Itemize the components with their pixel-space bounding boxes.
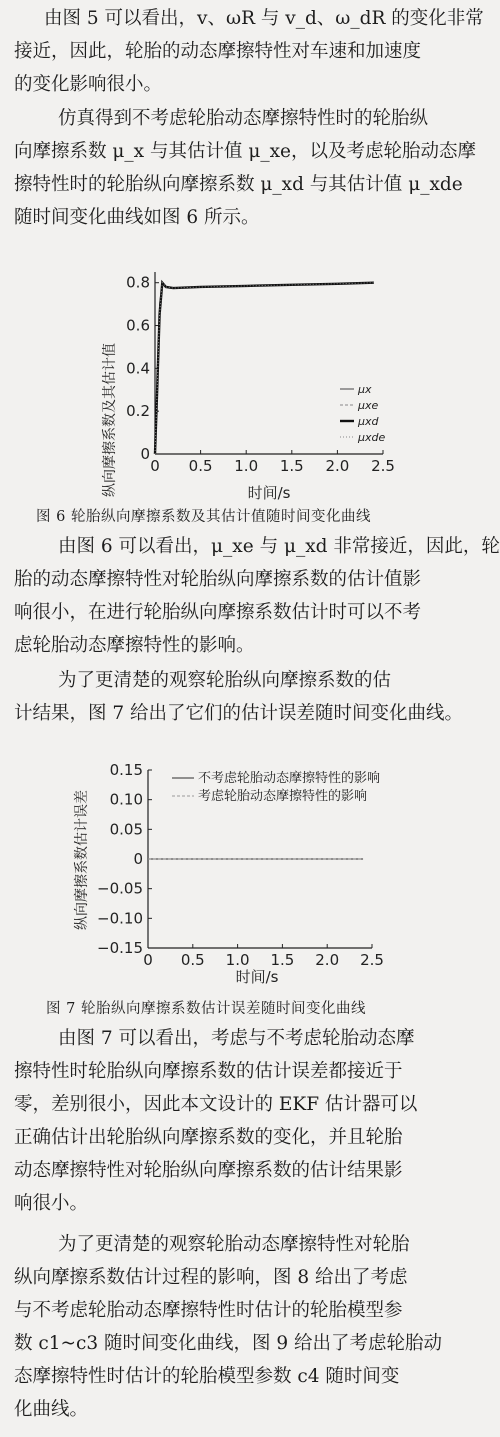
text-line: 由图 6 可以看出，μ_xe 与 μ_xd 非常接近，因此，轮	[58, 536, 500, 557]
text-line: 向摩擦系数 μ_x 与其估计值 μ_xe，以及考虑轮胎动态摩	[14, 141, 477, 162]
y-tick-label: 0.6	[126, 316, 150, 335]
text-line: 随时间变化曲线如图 6 所示。	[14, 207, 260, 228]
y-tick-label: −0.15	[97, 939, 143, 957]
x-tick-label: 0	[143, 951, 153, 969]
x-tick-label: 0.5	[188, 457, 213, 475]
x-axis-label: 时间/s	[247, 484, 291, 502]
y-axis-label	[101, 343, 118, 497]
figure-7-caption: 图 7 轮胎纵向摩擦系数估计误差随时间变化曲线	[46, 1001, 366, 1017]
y-tick-label: 0	[133, 850, 143, 868]
x-tick-label: 2.5	[371, 457, 395, 475]
plot-area	[126, 272, 395, 475]
y-tick-label: 0.8	[126, 273, 150, 292]
series-line	[155, 283, 374, 454]
text-line: 为了更清楚的观察轮胎纵向摩擦系数的估	[58, 670, 392, 691]
y-tick-label: 0.4	[126, 359, 150, 378]
figure-6-chart	[80, 258, 420, 504]
text-line: 擦特性时的轮胎纵向摩擦系数 μ_xd 与其估计值 μ_xde	[14, 174, 463, 195]
x-tick-label: 2.5	[360, 951, 384, 969]
legend-label: μx	[358, 383, 372, 396]
x-tick-label: 1.0	[225, 951, 250, 969]
legend-label: μxde	[358, 431, 386, 444]
paragraph-4	[14, 664, 494, 730]
text-line: 虑轮胎动态摩擦特性的影响。	[14, 635, 255, 656]
text-line: 计结果，图 7 给出了它们的估计误差随时间变化曲线。	[14, 703, 464, 724]
text-line: 化曲线。	[14, 1399, 89, 1420]
legend	[172, 770, 380, 804]
y-tick-label: −0.10	[97, 909, 143, 928]
text-line: 接近，因此，轮胎的动态摩擦特性对车速和加速度	[14, 41, 422, 62]
y-tick-label: 0.2	[126, 402, 150, 421]
series-line	[155, 283, 374, 454]
legend-label: μxd	[358, 415, 379, 428]
y-tick-label: 0.10	[109, 790, 143, 809]
y-tick-label: 0.15	[109, 761, 143, 779]
legend-label: 考虑轮胎动态摩擦特性的影响	[198, 789, 368, 804]
paragraph-2	[14, 102, 494, 234]
text-line: 零，差别很小，因此本文设计的 EKF 估计器可以	[14, 1094, 418, 1115]
series-line	[155, 283, 374, 454]
x-tick-label: 1.5	[270, 951, 295, 969]
x-tick-label: 0	[150, 457, 160, 475]
paragraph-3	[14, 530, 500, 662]
legend	[340, 383, 385, 444]
paragraph-6	[14, 1228, 494, 1426]
text-line: 响很小。	[14, 1193, 89, 1214]
text-line: 正确估计出轮胎纵向摩擦系数的变化，并且轮胎	[14, 1127, 403, 1148]
series-line	[155, 283, 374, 454]
x-tick-label: 0.5	[180, 951, 205, 969]
y-tick-label: 0.05	[109, 820, 143, 839]
x-axis-label: 时间/s	[235, 968, 279, 986]
text-line: 由图 7 可以看出，考虑与不考虑轮胎动态摩	[58, 1028, 415, 1049]
text-line: 为了更清楚的观察轮胎动态摩擦特性对轮胎	[58, 1234, 410, 1255]
text-line: 纵向摩擦系数估计过程的影响，图 8 给出了考虑	[14, 1267, 408, 1288]
text-line: 响很小，在进行轮胎纵向摩擦系数估计时可以不考	[14, 602, 422, 623]
legend-label: 不考虑轮胎动态摩擦特性的影响	[198, 771, 381, 786]
text-line: 擦特性时轮胎纵向摩擦系数的估计误差都接近于	[14, 1061, 403, 1082]
y-tick-label: 0	[140, 445, 150, 463]
text-line: 的变化影响很小。	[14, 74, 163, 95]
x-tick-label: 1.5	[279, 457, 304, 475]
x-tick-label: 1.0	[234, 457, 259, 475]
text-line: 态摩擦特性时估计的轮胎模型参数 c4 随时间变	[14, 1366, 400, 1387]
text-line: 数 c1~c3 随时间变化曲线，图 9 给出了考虑轮胎动	[14, 1333, 443, 1354]
text-line: 动态摩擦特性对轮胎纵向摩擦系数的估计结果影	[14, 1160, 403, 1181]
text-line: 仿真得到不考虑轮胎动态摩擦特性时的轮胎纵	[58, 108, 429, 129]
x-tick-label: 2.0	[315, 951, 340, 969]
x-tick-label: 2.0	[325, 457, 350, 475]
text-line: 由图 5 可以看出，v、ωR 与 v_d、ω_dR 的变化非常	[44, 8, 484, 29]
plot-area	[97, 761, 384, 969]
y-axis-label-text: 纵向摩擦系数估计误差	[74, 790, 90, 930]
y-tick-label: −0.05	[97, 879, 143, 898]
figure-6-caption: 图 6 轮胎纵向摩擦系数及其估计值随时间变化曲线	[36, 509, 371, 525]
y-axis-label-text: 纵向摩擦系数及其估计值	[102, 343, 118, 497]
text-line: 与不考虑轮胎动态摩擦特性时估计的轮胎模型参	[14, 1300, 403, 1321]
text-line: 胎的动态摩擦特性对轮胎纵向摩擦系数的估计值影	[14, 569, 422, 590]
paragraph-5	[14, 1022, 494, 1220]
legend-label: μxe	[358, 399, 379, 412]
paragraph-1	[14, 2, 484, 101]
figure-7-chart	[72, 760, 442, 990]
